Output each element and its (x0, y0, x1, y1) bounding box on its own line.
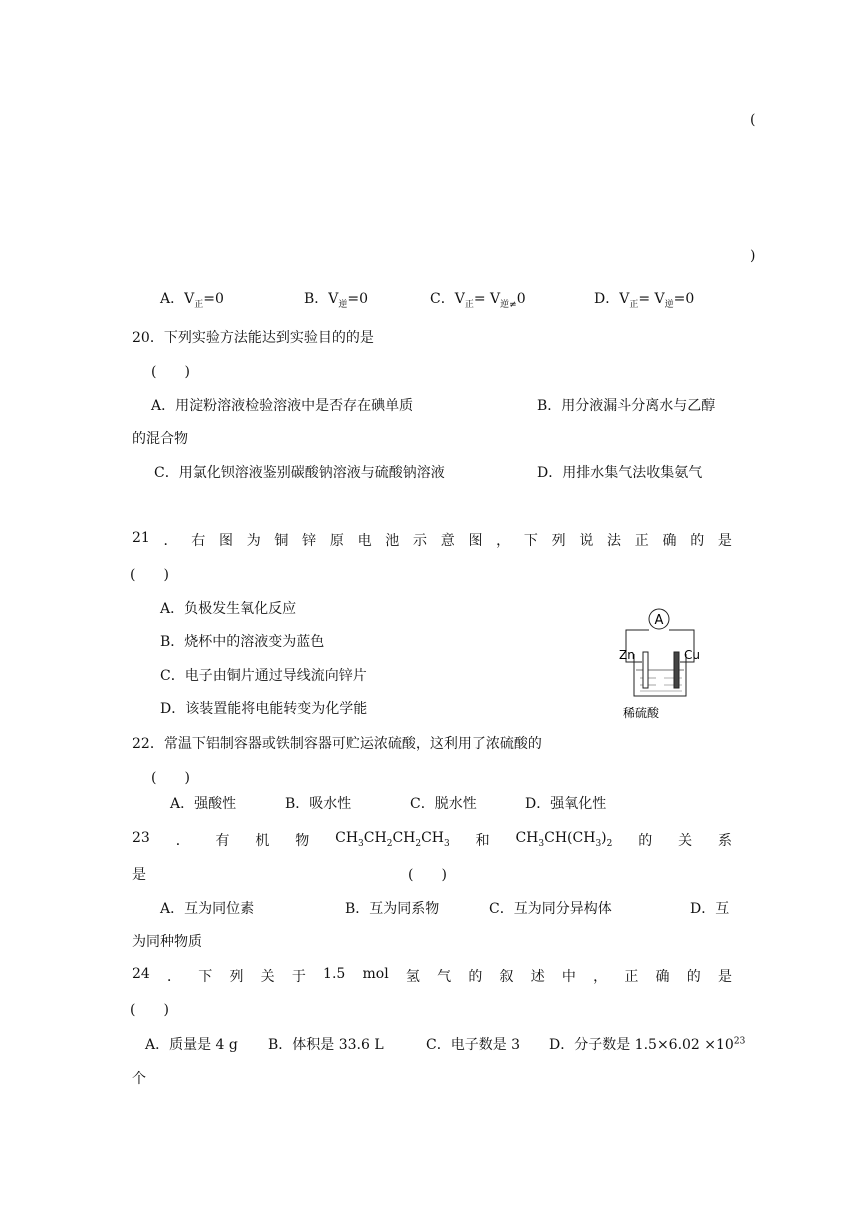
q23-option-d-continued: 为同种物质 (132, 934, 202, 950)
q24-stem (132, 966, 732, 986)
q23-stem-dot: ． (175, 833, 190, 849)
cu-label: Cu (684, 648, 700, 662)
q21-answer-paren: ( ) (130, 567, 169, 583)
q22-option-b: B．吸水性 (285, 796, 352, 812)
q21-stem-char: ． (163, 533, 178, 549)
q21-stem (132, 530, 732, 550)
q20-option-c: C．用氯化钡溶液鉴别碳酸钠溶液与硫酸钠溶液 (154, 465, 445, 481)
q21-option-b: B．烧杯中的溶液变为蓝色 (160, 634, 325, 650)
q21-stem-char: 下 (523, 533, 538, 549)
q24-stem-char: 确 (655, 969, 670, 985)
q22-option-d: D．强氧化性 (525, 796, 607, 812)
q20-stem: 20．下列实验方法能达到实验目的的是 (132, 330, 374, 346)
q21-stem-char: 示 (413, 533, 428, 549)
q23-stem-word: 和 (475, 833, 490, 849)
q23-stem-word: 的 (638, 833, 653, 849)
q22-option-a: A．强酸性 (170, 796, 237, 812)
q23-answer-paren: ( ) (408, 867, 447, 883)
q21-stem-char: 说 (579, 533, 594, 549)
q24-option-d: D．分子数是 $1.5\times 6.02 \times 10^{23}$ (549, 1036, 746, 1053)
q24-stem-char: 24 (132, 966, 150, 982)
q20-option-b-continued: 的混合物 (132, 431, 188, 447)
q24-stem-char: 氢 (405, 969, 420, 985)
q24-stem-char: 关 (260, 969, 275, 985)
q21-stem-char: 列 (551, 533, 566, 549)
copper-electrode (674, 652, 679, 688)
q24-stem-char: 中 (561, 969, 576, 985)
q24-stem-char: 的 (686, 969, 701, 985)
q21-stem-char: 右 (191, 533, 206, 549)
q24-stem-char: 列 (229, 969, 244, 985)
q23-number: 23 (132, 830, 150, 846)
q19-option-a: A．$V_正=0$ (160, 291, 224, 310)
formula-butane: $CH_3CH_2CH_2CH_3$ (335, 830, 450, 849)
q21-stem-char: 图 (468, 533, 483, 549)
q23-stem-word: 物 (295, 833, 310, 849)
q21-stem-char: 21 (132, 530, 150, 546)
q21-stem-char: 为 (246, 533, 261, 549)
formula-isobutane: $CH_3CH(CH_3)_2$ (515, 830, 613, 849)
q23-option-a: A．互为同位素 (160, 901, 255, 917)
q19-option-c: C．$V_正= V_{逆\ne}0$ (430, 291, 526, 310)
ammeter-label: A (654, 613, 664, 628)
q21-stem-char: 意 (440, 533, 455, 549)
q24-option-a: A．质量是 4 g (145, 1037, 238, 1053)
q21-stem-char: 确 (662, 533, 677, 549)
q21-option-d: D．该装置能将电能转变为化学能 (160, 701, 368, 717)
q21-option-c: C．电子由铜片通过导线流向锌片 (160, 668, 367, 684)
galvanic-cell-diagram (612, 604, 712, 724)
q19-option-b: B．$V_逆=0$ (304, 291, 369, 310)
q21-stem-char: 铜 (274, 533, 289, 549)
q21-stem-char: 锌 (302, 533, 317, 549)
q20-answer-paren: ( ) (151, 364, 190, 380)
q19-option-d: D．$V_正= V_逆=0$ (594, 291, 695, 310)
q23-stem-word: 机 (255, 833, 270, 849)
q20-option-d: D．用排水集气法收集氨气 (537, 465, 703, 481)
q24-stem-char: mol (362, 966, 389, 982)
q24-stem-char: 于 (291, 969, 306, 985)
q24-stem-char: 叙 (499, 969, 514, 985)
q24-stem-char: 气 (437, 969, 452, 985)
q21-stem-char: ， (496, 533, 511, 549)
q24-stem-char: 正 (624, 969, 639, 985)
q24-option-c: C．电子数是 3 (426, 1037, 521, 1053)
q21-stem-char: 电 (357, 533, 372, 549)
q24-option-d-continued: 个 (132, 1071, 146, 1087)
q23-stem-word: 关 (678, 833, 693, 849)
q24-stem-char: 的 (468, 969, 483, 985)
q24-stem-char: 1.5 (323, 966, 346, 982)
q21-stem-char: 图 (218, 533, 233, 549)
q21-option-a: A．负极发生氧化反应 (160, 601, 297, 617)
q21-stem-char: 池 (385, 533, 400, 549)
q21-stem-char: 原 (329, 533, 344, 549)
q24-answer-paren: ( ) (130, 1002, 169, 1018)
q23-stem-end: 是 (132, 867, 146, 883)
q21-stem-char: 是 (717, 533, 732, 549)
q23-option-b: B．互为同系物 (345, 901, 440, 917)
q23-stem-word: 有 (215, 833, 230, 849)
q24-stem-char: 是 (717, 969, 732, 985)
q23-option-d: D．互 (690, 901, 730, 917)
answer-paren-close: ) (750, 248, 756, 264)
q21-stem-char: 法 (607, 533, 622, 549)
electrolyte-label: 稀硫酸 (623, 706, 660, 720)
answer-paren-open: ( (750, 112, 756, 128)
q23-option-c: C．互为同分异构体 (489, 901, 612, 917)
q24-stem-char: 下 (198, 969, 213, 985)
zinc-electrode (643, 652, 648, 688)
q21-stem-char: 的 (690, 533, 705, 549)
q21-stem-char: 正 (634, 533, 649, 549)
q24-stem-char: ． (167, 969, 182, 985)
q22-stem: 22．常温下铝制容器或铁制容器可贮运浓硫酸，这利用了浓硫酸的 (132, 736, 542, 752)
q24-stem-char: ， (593, 969, 608, 985)
q24-stem-char: 述 (530, 969, 545, 985)
zn-label: Zn (619, 648, 635, 662)
q20-option-a: A．用淀粉溶液检验溶液中是否存在碘单质 (151, 398, 414, 414)
q24-option-b: B．体积是 33.6 L (268, 1037, 384, 1053)
q22-answer-paren: ( ) (151, 770, 190, 786)
q23-stem (132, 830, 732, 850)
q23-stem-word: 系 (717, 833, 732, 849)
q20-option-b: B．用分液漏斗分离水与乙醇 (537, 398, 716, 414)
q22-option-c: C．脱水性 (410, 796, 477, 812)
